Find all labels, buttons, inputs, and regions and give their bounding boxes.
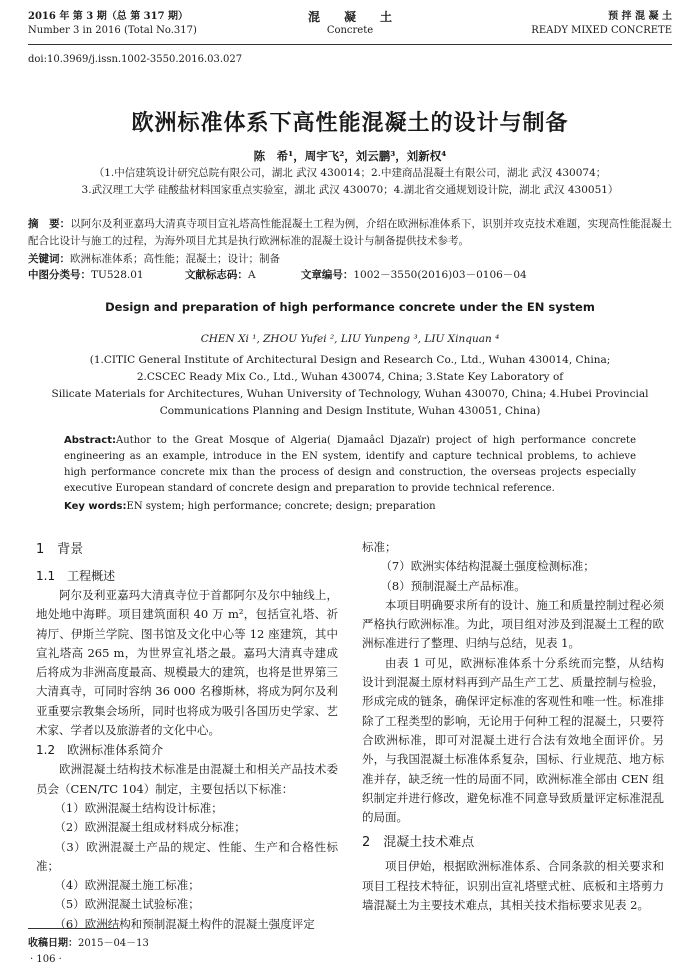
received-date [28, 934, 149, 949]
list-item-3: （3）欧洲混凝土产品的规定、性能、生产和合格性标准； [36, 839, 338, 873]
keywords-en-label: Key words: [64, 501, 127, 512]
keywords-en [64, 499, 636, 515]
paragraph-project-overview: 阿尔及利亚嘉玛大清真寺位于首都阿尔及尔中轴线上，地处地中海畔。项目建筑面积 40 万 m²，包括宣礼塔、祈祷厅、伊斯兰学院、图书馆及文化中心等 12 座建筑，其中宣礼塔高 265 m，为世界宣礼塔之最。嘉玛大清真寺建成后将成为非洲高度最高、规模最大的建筑，也将是世界第三大清真寺，可同时容纳 36 000 名穆斯林，将成为阿尔及利亚重要宗教集会场所，同时也将成为吸引各国历史学家、艺术家、学者以及旅游者的文化中心。 [36, 588, 338, 738]
authors-cn: 陈 希¹，周宇飞²，刘云鹏³，刘新权⁴ [253, 149, 447, 163]
column-name-en: READY MIXED CONCRETE [531, 25, 672, 36]
list-item-2: （2）欧洲混凝土组成材料成分标准； [54, 820, 246, 835]
journal-name-en: Concrete [326, 25, 374, 36]
keywords-en-text: EN system; high performance; concrete; design; preparation [126, 501, 436, 512]
abstract-en-label: Abstract: [64, 435, 117, 446]
classification-line [28, 267, 672, 284]
section-2-heading: 2 混凝土技术难点 [362, 835, 475, 851]
section-1-1-heading: 1.1 工程概述 [36, 569, 116, 583]
keywords-cn-text: 欧洲标准体系；高性能；混凝土；设计；制备 [70, 253, 280, 265]
abstract-en-text: Author to the Great Mosque of Algeria( Djamaâcl Djazaïr) project of high performance concrete engineering as an example, introduce in the EN system, identify and capture technical problems, to achieve high performance concrete mix than the process of design and construction, the overseas projects especially executive European standard of concrete design and preparation to provide technical reference. [64, 435, 636, 494]
affiliations-en-3: Silicate Materials for Architectures, Wuhan University of Technology, Wuhan 430070, China; 4.Hubei Provincial [51, 388, 649, 400]
doi: doi:10.3969/j.issn.1002-3550.2016.03.027 [28, 54, 243, 65]
received-label: 收稿日期： [28, 938, 78, 949]
abstract-cn [28, 216, 672, 250]
keywords-cn [28, 251, 280, 268]
cls-value: TU528.01 [91, 269, 144, 281]
affiliations-en-4: Communications Planning and Design Institute, Wuhan 430051, China) [159, 405, 541, 417]
issue-info-en: Number 3 in 2016 (Total No.317) [28, 25, 197, 36]
authors-en: CHEN Xi ¹, ZHOU Yufei ², LIU Yunpeng ³, LIU Xinquan ⁴ [200, 333, 500, 345]
left-column [36, 538, 338, 934]
footer-rule [28, 928, 120, 929]
list-item-4: （4）欧洲混凝土施工标准； [54, 878, 200, 893]
paragraph-requirements: 本项目明确要求所有的设计、施工和质量控制过程必须严格执行欧洲标准。为此，项目组对涉及到混凝土工程的欧洲标准进行了整理、归纳与总结，见表 1。 [362, 597, 664, 651]
paragraph-en-standards: 欧洲混凝土结构技术标准是由混凝土和相关产品技术委员会（CEN/TC 104）制定，主要包括以下标准： [36, 762, 338, 796]
keywords-cn-label: 关键词： [28, 253, 70, 265]
list-item-6: （6）欧洲结构和预制混凝土构件的混凝土强度评定 [54, 916, 315, 931]
abstract-cn-label: 摘 要： [28, 218, 71, 230]
list-item-7: （7）欧洲实体结构混凝土强度检测标准； [380, 559, 595, 574]
title-en: Design and preparation of high performance concrete under the EN system [105, 300, 595, 314]
abstract-en [64, 433, 636, 497]
header-rule [28, 44, 672, 45]
cls-label: 中图分类号： [28, 269, 91, 281]
section-1-heading: 1 背景 [36, 542, 84, 557]
list-item-1: （1）欧洲混凝土结构设计标准； [54, 800, 223, 815]
affiliations-en-1: (1.CITIC General Institute of Architectural Design and Research Co., Ltd., Wuhan 430014, China; [89, 354, 611, 366]
article-no-label: 文章编号： [300, 269, 354, 281]
list-item-8: （8）预制混凝土产品标准。 [380, 578, 526, 593]
doc-code-value: A [247, 269, 256, 281]
abstract-cn-text: 以阿尔及利亚嘉玛大清真寺项目宣礼塔高性能混凝土工程为例，介绍在欧洲标准体系下，识别并攻克技术难题，实现高性能混凝土配合比设计与施工的过程，为海外项目尤其是执行欧洲标准的混凝土设计与制备提供技术参考。 [28, 218, 672, 247]
affiliations-cn-1: （1.中信建筑设计研究总院有限公司，湖北 武汉 430014；2.中建商品混凝土有限公司，湖北 武汉 430074； [93, 167, 607, 179]
issue-info-cn: 2016 年 第 3 期（总 第 317 期） [28, 11, 189, 22]
list-continuation: 标准； [362, 540, 397, 554]
journal-name-cn: 混 凝 土 [307, 10, 392, 24]
article-no-value: 1002－3550(2016)03－0106－04 [353, 269, 527, 281]
affiliations-en-2: 2.CSCEC Ready Mix Co., Ltd., Wuhan 430074, China; 3.State Key Laboratory of [136, 371, 564, 383]
right-column [362, 538, 664, 915]
affiliations-cn-2: 3.武汉理工大学 硅酸盐材料国家重点实验室，湖北 武汉 430070；4.湖北省交通规划设计院，湖北 武汉 430051） [81, 184, 619, 196]
list-item-5: （5）欧洲混凝土试验标准； [54, 897, 200, 912]
column-name-cn: 预 拌 混 凝 土 [608, 11, 672, 22]
section-1-2-heading: 1.2 欧洲标准体系简介 [36, 743, 164, 758]
doc-code-label: 文献标志码： [184, 269, 248, 281]
paragraph-technical-difficulties: 项目伊始，根据欧洲标准体系、合同条款的相关要求和项目工程技术特征，识别出宣礼塔壁式桩、底板和主塔剪力墙混凝土为主要技术难点，其相关技术指标要求见表 2。 [362, 859, 664, 913]
paragraph-table-1-analysis: 由表 1 可见，欧洲标准体系十分系统而完整，从结构设计到混凝土原材料再到产品生产工艺、质量控制与检验，形成完成的链条，确保评定标准的客观性和唯一性。标准排除了工程类型的影响，无论用于何种工程的混凝土，只要符合欧洲标准，即可对混凝土进行合法有效地全面评价。另外，与我国混凝土标准体系复杂，国标、行业规范、地方标准并存，缺乏统一性的局面不同，欧洲标准全部由 CEN 组织制定并进行修改，避免标准不同意导致质量评定标准混乱的局面。 [362, 655, 664, 825]
received-value: 2015－04－13 [78, 938, 149, 949]
page-number: · 106 · [30, 954, 62, 965]
title-cn: 欧洲标准体系下高性能混凝土的设计与制备 [131, 111, 569, 136]
